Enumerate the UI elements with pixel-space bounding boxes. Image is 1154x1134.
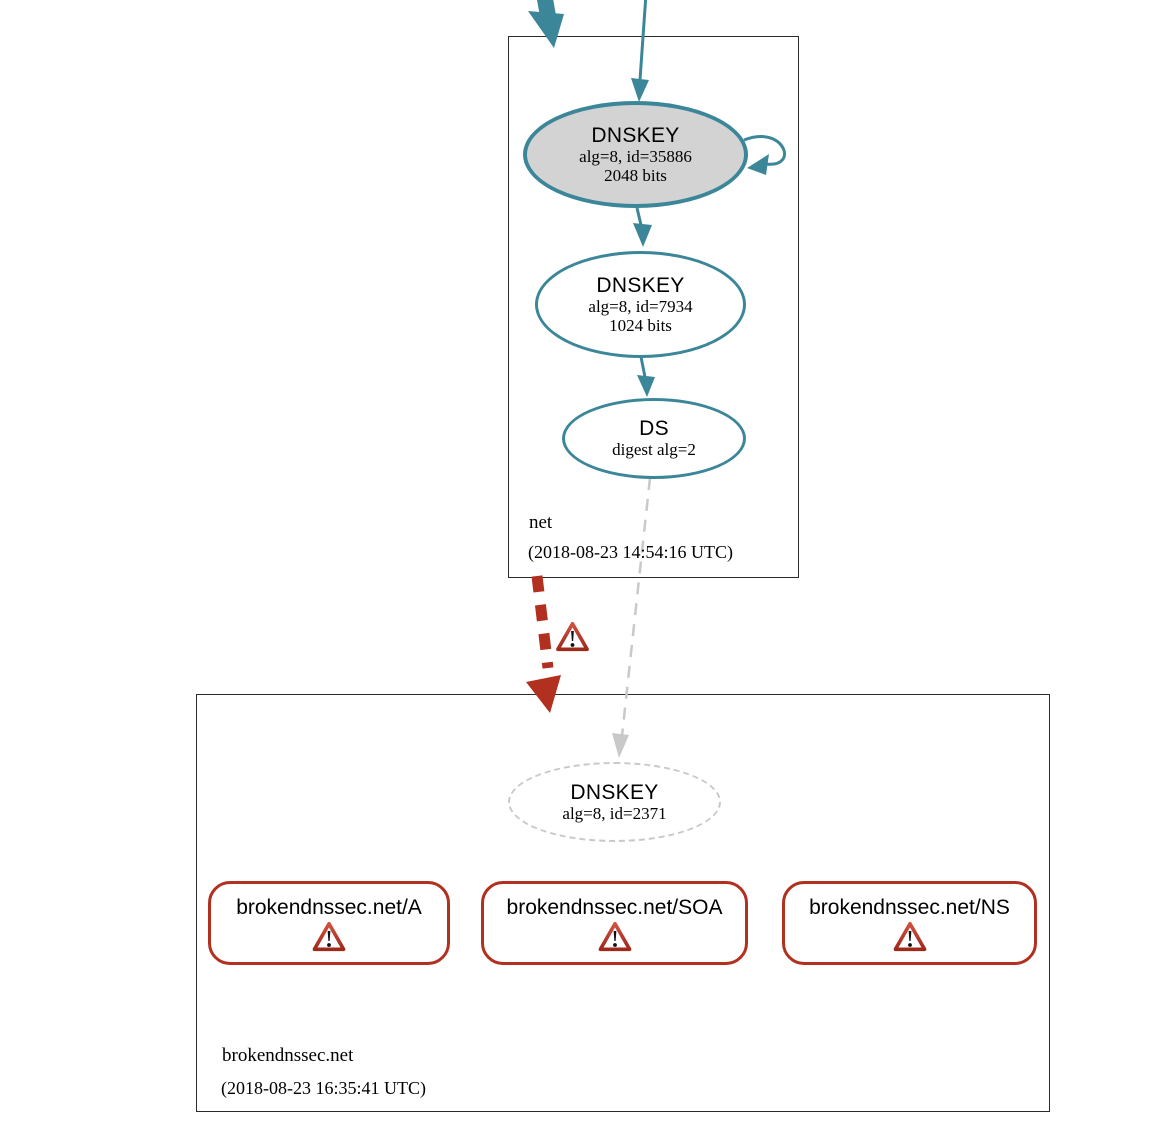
node-rrset-brokendnssec-ns[interactable] <box>782 881 1037 965</box>
zone-name-brokendnssec: brokendnssec.net <box>222 1045 354 1066</box>
warning-icon <box>598 921 632 952</box>
dnskey-self-sign-loop <box>744 136 785 175</box>
node-title: DNSKEY <box>570 780 659 804</box>
node-rrset-brokendnssec-a[interactable] <box>208 881 450 965</box>
node-attr: digest alg=2 <box>612 440 696 460</box>
secure-delegation-arrow-root-to-net <box>528 0 564 48</box>
zone-timestamp-net: (2018-08-23 14:54:16 UTC) <box>528 542 733 562</box>
rrset-label: brokendnssec.net/A <box>236 896 422 919</box>
zone-timestamp-brokendnssec: (2018-08-23 16:35:41 UTC) <box>221 1078 426 1098</box>
node-title: DNSKEY <box>596 274 685 298</box>
rrset-label: brokendnssec.net/NS <box>809 896 1010 919</box>
node-attr: alg=8, id=35886 <box>579 147 692 167</box>
secure-arrow-ksk-to-zsk <box>633 208 652 247</box>
node-attr: 1024 bits <box>609 315 672 335</box>
node-net-ds[interactable] <box>562 398 746 479</box>
node-attr: 2048 bits <box>604 165 667 185</box>
secure-arrow-zsk-to-ds <box>637 357 655 397</box>
warning-icon <box>556 621 589 652</box>
node-attr: alg=8, id=7934 <box>588 297 693 317</box>
node-rrset-brokendnssec-soa[interactable] <box>481 881 748 965</box>
rrset-label: brokendnssec.net/SOA <box>506 896 723 919</box>
node-child-dnskey[interactable] <box>508 762 721 842</box>
node-title: DS <box>639 417 669 441</box>
warning-icon <box>893 921 927 952</box>
node-attr: alg=8, id=2371 <box>562 803 667 823</box>
zone-name-net: net <box>529 512 553 533</box>
node-title: DNSKEY <box>591 124 680 148</box>
warning-icon <box>312 921 346 952</box>
node-net-dnskey-ksk[interactable] <box>523 101 748 208</box>
node-net-dnskey-zsk[interactable] <box>535 251 746 358</box>
secure-arrow-to-net-ksk <box>631 0 649 102</box>
insecure-arrow-ds-to-child-dnskey <box>612 478 650 758</box>
